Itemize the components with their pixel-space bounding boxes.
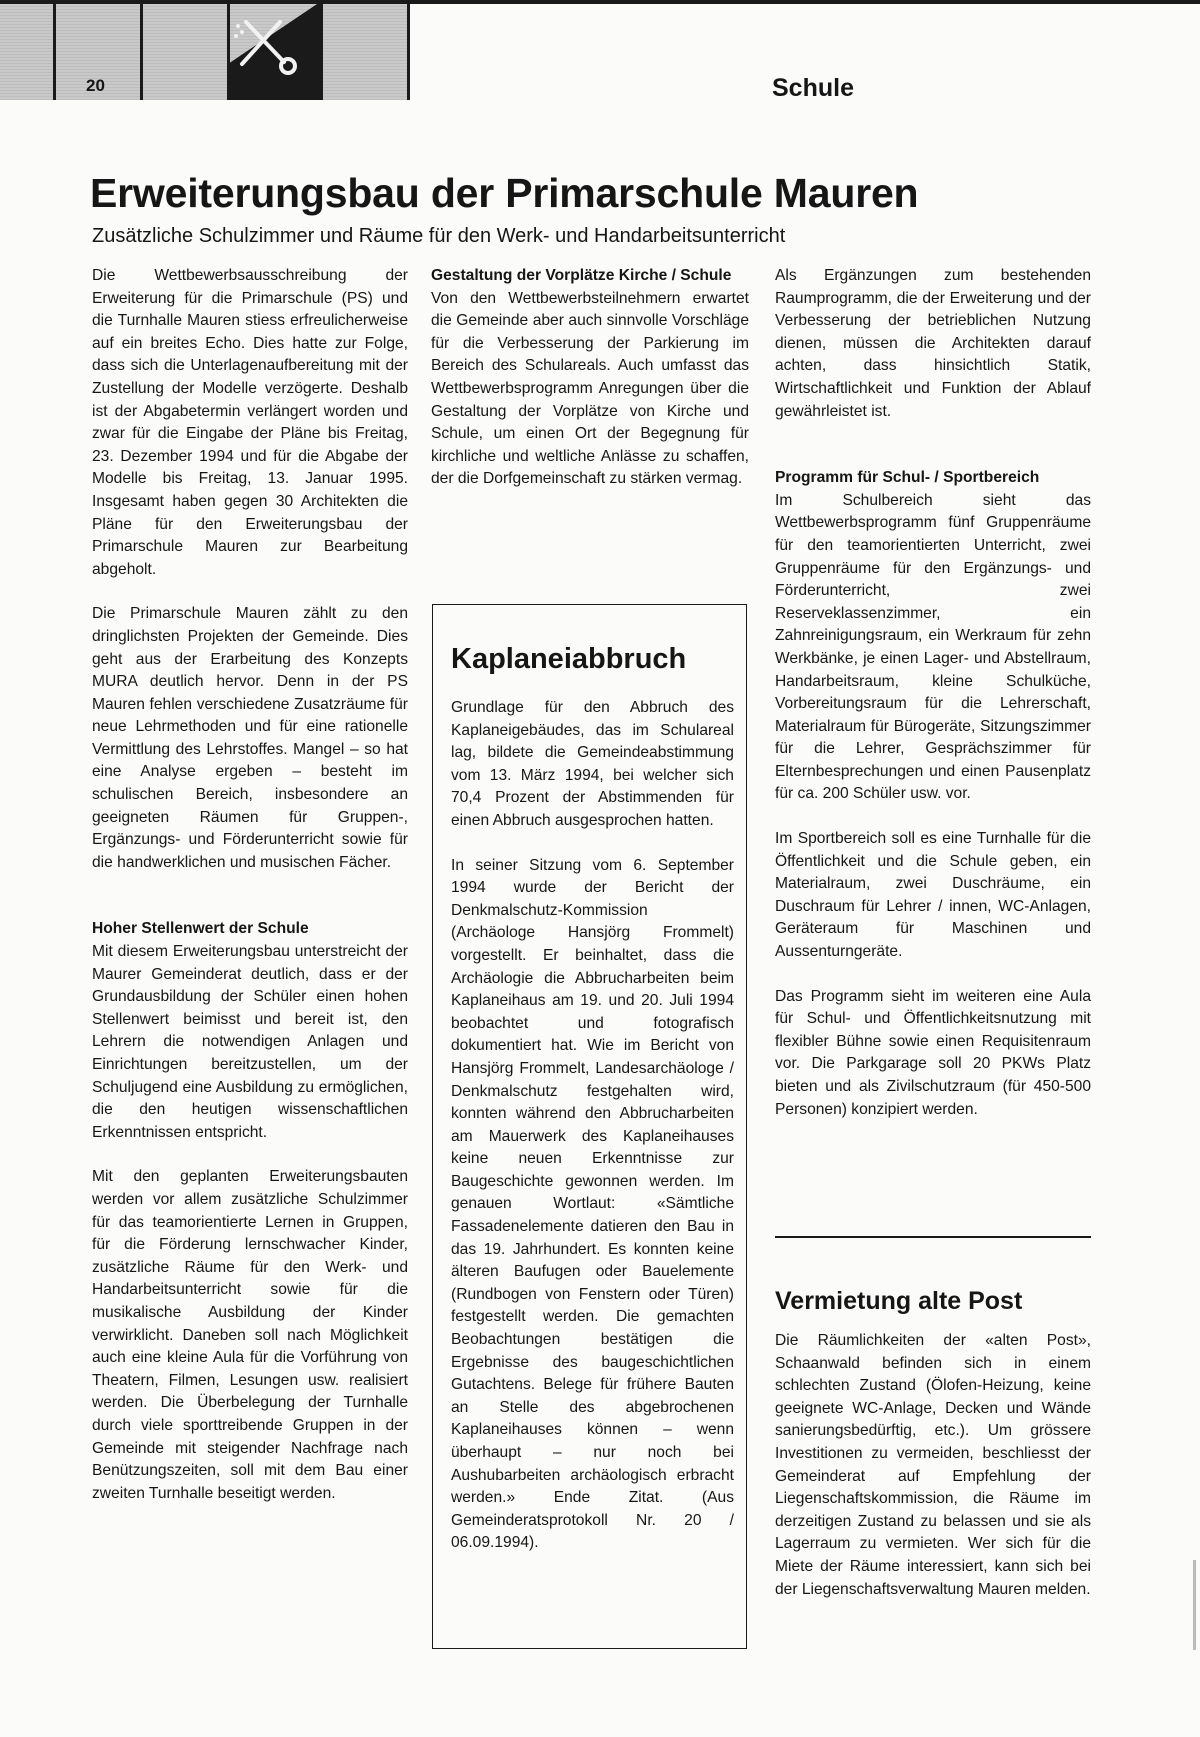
scan-edge-mark [1193,1560,1196,1650]
column-1 [92,265,408,1527]
paragraph: Im Sportbereich soll es eine Turnhalle für die Öffentlichkeit und die Schule geben, ein Materialraum, zwei Duschräume, ein Duschraum für Lehrer / innen, WC-Anlagen, Geräteraum für Maschinen und Aussenturngeräte. [775,830,1091,961]
article-subtitle: Zusätzliche Schulzimmer und Räume für den Werk- und Handarbeitsunterricht [92,225,786,247]
paragraph: Die Räumlichkeiten der «alten Post», Schaanwald befinden sich in einem schlechten Zustand (Ölofen-Heizung, keine geeignete WC-Anlage, Decken und Wände sanierungsbedürftig, etc.). Um grössere Investitionen zu vermeiden, beschliesst der Gemeinderat auf Empfehlung der Liegenschaftskommission, die Räume im derzeitigen Zustand zu belassen und sie als Lagerraum zu vermieten. Wer sich für die Miete der Räume interessiert, kann sich bei der Liegenschaftsverwaltung Mauren melden. [775,1332,1091,1598]
column-3 [775,265,1091,1143]
crossed-tools-icon [228,2,408,100]
article-title: Erweiterungsbau der Primarschule Mauren [90,170,919,216]
section-heading: Programm für Schul- / Sportbereich [775,469,1040,487]
paragraph: Mit diesem Erweiterungsbau unterstreicht der Maurer Gemeinderat deutlich, dass er der Grundausbildung der Schüler einen hohen Stellenwert beimisst und bereit ist, den Lehrern die notwendigen Anlagen und Einrichtungen bereitzustellen, um der Schuljugend eine Ausbildung zu ermöglichen, die den heutigen wissenschaftlichen Erkenntnissen entspricht. [92,943,408,1141]
kaplanei-box [432,604,747,1649]
header-rule [0,0,1200,4]
paragraph: Von den Wettbewerbsteilnehmern erwartet die Gemeinde aber auch sinnvolle Vorschläge für die Verbesserung der Parkierung im Bereich des Schulareals. Auch umfasst das Wettbewerbsprogramm Anregungen über die Gestaltung der Vorplätze von Kirche und Schule, um einen Ort der Begegnung für kirchliche und weltliche Anlässe zu schaffen, der die Dorfgemeinschaft zu stärken vermag. [431,289,749,488]
post-title: Vermietung alte Post [775,1287,1023,1315]
paragraph: Die Primarschule Mauren zählt zu den dringlichsten Projekten der Gemeinde. Dies geht aus der Erarbeitung des Konzepts MURA deutlich hervor. Denn in der PS Mauren fehlen verschiedene Zusatzräume für neue Lehrmethoden und für eine rationelle Vermittlung des Lehrstoffes. Mangel – so hat eine Analyse ergeben – besteht im schulischen Bereich, insbesondere an geeigneten Räumen für Gruppen-, Ergänzungs- und Förderunterricht sowie für die handwerklichen und musischen Fächer. [92,605,408,871]
post-body [775,1330,1091,1601]
header-divider [53,0,56,100]
section-heading: Hoher Stellenwert der Schule [92,920,309,938]
paragraph: In seiner Sitzung vom 6. September 1994 wurde der Bericht der Denkmalschutz-Kommission (Archäologe Hansjörg Frommelt) vorgestellt. Er beinhaltet, dass die Archäologie die Abbrucharbeiten beim Kaplaneihaus am 19. und 20. Juli 1994 beobachtet und fotografisch dokumentiert hat. Wie im Bericht von Hansjörg Frommelt, Landesarchäologe / Denkmalschutz festgehalten wird, konnten während den Abbrucharbeiten am Mauerwerk des Kaplaneihauses keine neuen Erkenntnisse zur Baugeschichte gewonnen werden. Im genauen Wortlaut: «Sämtliche Fassadenelemente datieren den Bau in das 19. Jahrhundert. Es konnten keine älteren Baufugen oder Bauelemente (Rundbogen von Fenstern oder Türen) festgestellt werden. Die gemachten Beobachtungen bestätigen die Ergebnisse des baugeschichtlichen Gutachtens. Belege für frühere Bauten an Stelle des abgebrochenen Kaplaneihauses können – wenn überhaupt – nur noch bei Aushubarbeiten archäologisch erbracht werden.» Ende Zitat. (Aus Gemeinderatsprotokoll Nr. 20 / 06.09.1994). [451,856,734,1552]
paragraph: Die Wettbewerbsausschreibung der Erweiterung für die Primarschule (PS) und die Turnhalle Mauren stiess erfreulicherweise auf ein breites Echo. Dies hatte zur Folge, dass sich die Unterlagenaufbereitung mit der Zustellung der Modelle verzögerte. Deshalb ist der Abgabetermin verlängert worden und zwar für die Eingabe der Pläne bis Freitag, 23. Dezember 1994 und für die Abgabe der Modelle bis Freitag, 13. Januar 1995. Insgesamt haben gegen 30 Architekten die Pläne für den Erweiterungsbau der Primarschule Mauren zur Bearbeitung abgeholt. [92,267,408,578]
paragraph: Das Programm sieht im weiteren eine Aula für Schul- und Öffentlichkeitsnutzung mit flexibler Bühne sowie einen Requisitenraum vor. Die Parkgarage soll 20 PKWs Platz bieten und als Zivilschutzraum (für 450-500 Personen) konzipiert werden. [775,987,1091,1118]
paragraph: Mit den geplanten Erweiterungsbauten werden vor allem zusätzliche Schulzimmer für das teamorientierte Lernen in Gruppen, für die Förderung lernschwacher Kinder, zusätzliche Räume für den Werk- und Handarbeitsunterricht sowie für die musikalische Ausbildung der Kinder verwirklicht. Daneben soll nach Möglichkeit auch eine kleine Aula für die Vorführung von Theatern, Filmen, Lesungen usw. realisiert werden. Die Überbelegung der Turnhalle durch viele sporttreibende Gruppen in der Gemeinde mit steigender Nachfrage nach Benützungszeiten, soll mit dem Bau einer zweiten Turnhalle beseitigt werden. [92,1168,408,1502]
box-body [451,697,734,1577]
box-title: Kaplaneiabbruch [451,643,687,675]
section-label: Schule [772,74,854,102]
paragraph: Im Schulbereich sieht das Wettbewerbsprogramm fünf Gruppenräume für den teamorientierten Unterricht, zwei Gruppenräume für den Ergänzungs- und Förderunterricht, zwei Reserveklassenzimmer, ein Zahnreinigungsraum, ein Werkraum für zehn Werkbänke, je einen Lager- und Abstellraum, Handarbeitsraum, kleine Schulküche, Vorbereitungsraum für die Lehrerschaft, Materialraum für Bürogeräte, Sitzungszimmer für die Lehrer, Gesprächszimmer für Elternbesprechungen und einen Pausenplatz für ca. 200 Schüler usw. vor. [775,491,1091,803]
page-number: 20 [86,76,105,95]
section-divider [775,1236,1091,1238]
paragraph: Grundlage für den Abbruch des Kaplaneigebäudes, das im Schulareal lag, bildete die Gemeindeabstimmung vom 13. März 1994, bei welcher sich 70,4 Prozent der Abstimmenden für einen Abbruch ausgesprochen hatten. [451,699,734,829]
section-heading: Gestaltung der Vorplätze Kirche / Schule [431,267,732,284]
column-2 [431,265,749,491]
paragraph: Als Ergänzungen zum bestehenden Raumprogramm, die der Erweiterung und der Verbesserung der betrieblichen Nutzung dienen, müssen die Architekten darauf achten, dass hinsichtlich Statik, Wirtschaftlichkeit und Funktion der Ablauf gewährleistet ist. [775,267,1091,420]
header-divider [140,0,143,100]
